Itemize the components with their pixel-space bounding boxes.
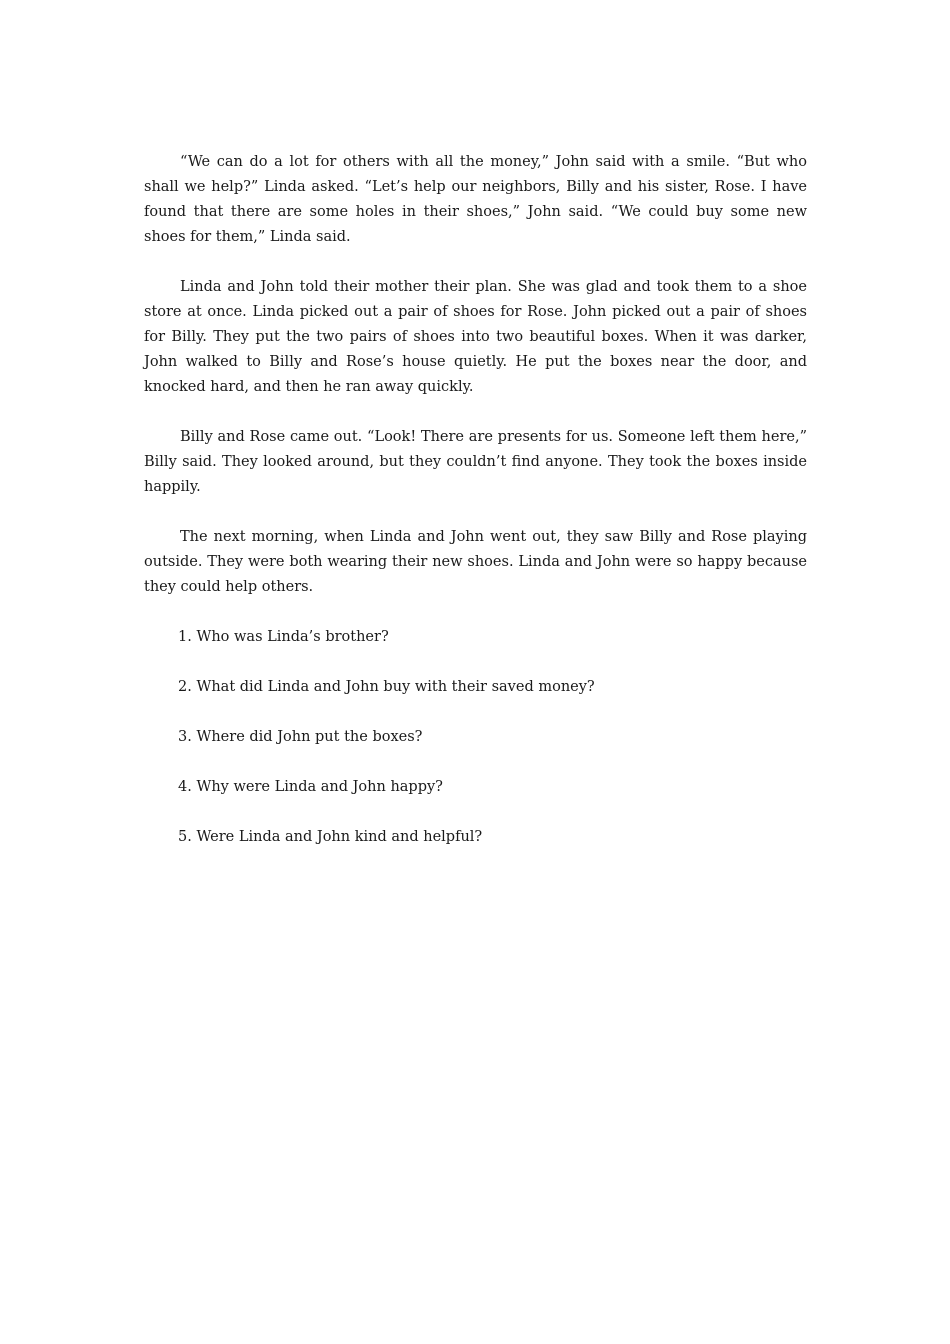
document-page bbox=[144, 150, 807, 875]
question-5: 5. Were Linda and John kind and helpful? bbox=[178, 829, 483, 845]
question-3: 3. Where did John put the boxes? bbox=[178, 729, 423, 745]
story-paragraph-4: The next morning, when Linda and John went out, they saw Billy and Rose playing outside. They were both wearing their new shoes. Linda and John were so happy because they could help others. bbox=[144, 529, 807, 595]
story-paragraph-1: “We can do a lot for others with all the money,” John said with a smile. “But who shall we help?” Linda asked. “Let’s help our neighbors, Billy and his sister, Rose. I have found that there are some holes in their shoes,” John said. “We could buy some new shoes for them,” Linda said. bbox=[144, 154, 807, 245]
story-paragraph-3: Billy and Rose came out. “Look! There are presents for us. Someone left them here,” Billy said. They looked around, but they couldn’t find anyone. They took the boxes inside happily. bbox=[144, 429, 807, 495]
story-paragraph-2: Linda and John told their mother their plan. She was glad and took them to a shoe store at once. Linda picked out a pair of shoes for Rose. John picked out a pair of shoes for Billy. They put the two pairs of shoes into two beautiful boxes. When it was darker, John walked to Billy and Rose’s house quietly. He put the boxes near the door, and knocked hard, and then he ran away quickly. bbox=[144, 279, 807, 395]
question-4: 4. Why were Linda and John happy? bbox=[178, 779, 443, 795]
question-2: 2. What did Linda and John buy with their saved money? bbox=[178, 679, 595, 695]
question-1: 1. Who was Linda’s brother? bbox=[178, 629, 389, 645]
question-list bbox=[144, 625, 807, 850]
